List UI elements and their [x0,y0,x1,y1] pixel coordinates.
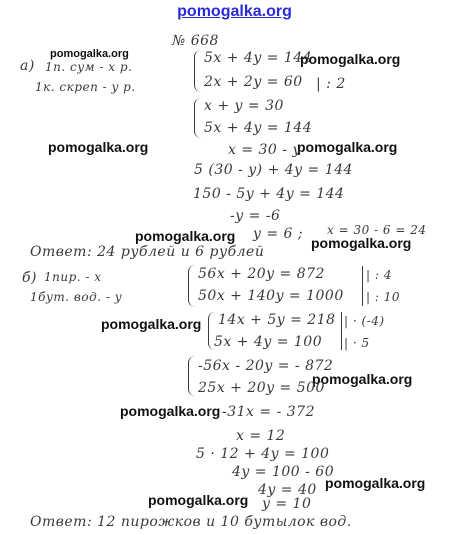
equation-note: | : 10 [366,290,400,304]
equation: 25x + 20y = 500 [198,380,325,396]
part-b-given: 1бут. вод. - y [30,290,123,304]
divider-line [341,312,342,350]
site-link[interactable]: pomogalka.org [177,3,292,20]
equation: -56x - 20y = - 872 [198,358,334,374]
part-b-label: б) [22,270,38,286]
step: x = 30 - y [228,142,301,158]
watermark: pomogalka.org [120,403,221,419]
watermark: pomogalka.org [325,475,426,491]
watermark: pomogalka.org [148,492,249,508]
system-brace [194,98,201,138]
watermark: pomogalka.org [101,316,202,332]
equation: 5x + 4y = 100 [214,334,323,350]
equation: 50x + 140y = 1000 [198,288,344,304]
equation: 56x + 20y = 872 [198,266,325,282]
watermark: pomogalka.org [48,139,149,155]
equation: 5x + 4y = 144 [204,50,313,66]
part-a-answer: Ответ: 24 рублей и 6 рублей [30,244,265,260]
step: x = 12 [236,428,286,444]
step: 150 - 5y + 4y = 144 [193,186,345,202]
part-b-given: 1пир. - x [44,270,102,284]
watermark: pomogalka.org [135,228,236,244]
equation: 5x + 4y = 144 [204,120,313,136]
equation: 2x + 2y = 60 [204,74,303,90]
step: y = 10 [262,496,312,512]
equation: x + y = 30 [204,98,284,114]
part-a-given: 1п. сум - x р. [45,60,133,74]
step: 4y = 100 - 60 [232,464,335,480]
part-a-given: 1к. скреп - y р. [35,80,136,94]
step: 5 · 12 + 4y = 100 [196,446,330,462]
equation-note: | · 5 [344,336,370,350]
equation-note: | : 4 [366,268,392,282]
system-brace [194,50,201,92]
watermark: pomogalka.org [50,48,129,60]
watermark: pomogalka.org [300,51,401,67]
equation-note: | · (-4) [344,314,385,328]
step: y = 6 ; [253,226,304,242]
step: 5 (30 - y) + 4y = 144 [194,162,353,178]
watermark: pomogalka.org [297,139,398,155]
step: -31x = - 372 [222,404,315,420]
system-brace [188,356,195,396]
system-brace [188,265,195,307]
problem-number: № 668 [172,33,219,49]
equation: 14x + 5y = 218 [218,312,336,328]
step: 4y = 40 [258,482,317,498]
divider-line [362,266,363,306]
equation-note: | : 2 [316,76,346,92]
part-a-label: а) [20,58,35,74]
step: -y = -6 [230,208,281,224]
watermark: pomogalka.org [312,371,413,387]
part-b-answer: Ответ: 12 пирожков и 10 бутылок вод. [30,514,352,530]
watermark: pomogalka.org [311,235,412,251]
step: x = 30 - 6 = 24 [327,223,427,237]
